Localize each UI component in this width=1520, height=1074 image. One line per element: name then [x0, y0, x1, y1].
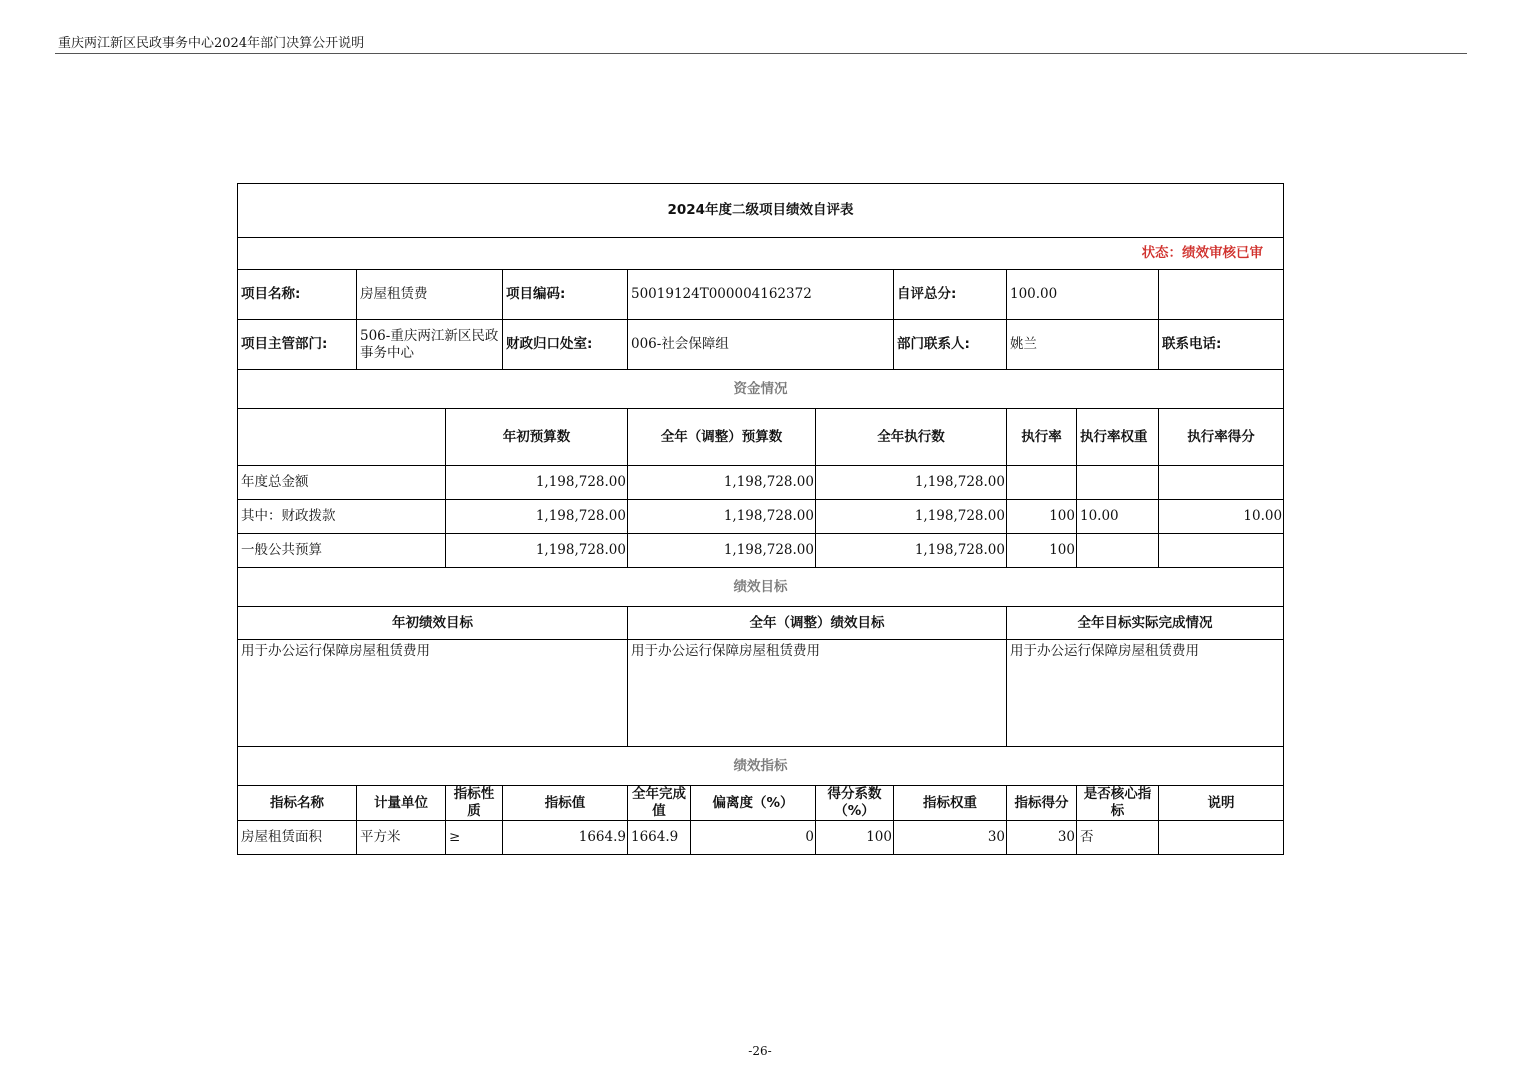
funds-header-blank	[238, 409, 446, 466]
project-code: 50019124T000004162372	[628, 270, 894, 320]
funds-header-initial: 年初预算数	[446, 409, 628, 466]
funds-row-initial: 1,198,728.00	[446, 500, 628, 534]
ind-row-note	[1159, 821, 1284, 855]
ind-header-deviation: 偏离度（%）	[691, 786, 816, 821]
funds-row-name: 一般公共预算	[238, 534, 446, 568]
goal-initial-text: 用于办公运行保障房屋租赁费用	[238, 640, 628, 747]
indicators-section-title: 绩效指标	[238, 747, 1284, 786]
ind-header-note: 说明	[1159, 786, 1284, 821]
goal-adjusted-text: 用于办公运行保障房屋租赁费用	[628, 640, 1007, 747]
status-badge: 状态：绩效审核已审	[238, 238, 1284, 270]
project-name-label: 项目名称:	[238, 270, 357, 320]
empty-cell	[1159, 270, 1284, 320]
funds-row-weight: 10.00	[1077, 500, 1159, 534]
ind-header-name: 指标名称	[238, 786, 357, 821]
ind-header-target: 指标值	[503, 786, 628, 821]
contact-name: 姚兰	[1007, 320, 1159, 370]
goals-section-title: 绩效目标	[238, 568, 1284, 607]
ind-row-score: 30	[1007, 821, 1077, 855]
table-row	[238, 466, 1284, 500]
ind-row-target: 1664.9	[503, 821, 628, 855]
table-row	[238, 821, 1284, 855]
ind-header-nature: 指标性质	[446, 786, 503, 821]
funds-row-adjusted: 1,198,728.00	[628, 500, 816, 534]
dept-label: 项目主管部门:	[238, 320, 357, 370]
page-number: -26-	[748, 1044, 772, 1058]
self-score: 100.00	[1007, 270, 1159, 320]
goal-actual-text: 用于办公运行保障房屋租赁费用	[1007, 640, 1284, 747]
funds-row-rate: 100	[1007, 534, 1077, 568]
funds-section-title: 资金情况	[238, 370, 1284, 409]
form-title: 2024年度二级项目绩效自评表	[238, 184, 1284, 238]
funds-row-score	[1159, 534, 1284, 568]
ind-row-core: 否	[1077, 821, 1159, 855]
funds-row-name: 年度总金额	[238, 466, 446, 500]
goals-header-initial: 年初绩效目标	[238, 607, 628, 640]
funds-row-adjusted: 1,198,728.00	[628, 534, 816, 568]
funds-row-executed: 1,198,728.00	[816, 466, 1007, 500]
funds-row-initial: 1,198,728.00	[446, 466, 628, 500]
dept-name: 506-重庆两江新区民政事务中心	[357, 320, 503, 370]
finance-office: 006-社会保障组	[628, 320, 894, 370]
project-name: 房屋租赁费	[357, 270, 503, 320]
ind-row-coef: 100	[816, 821, 894, 855]
funds-row-score: 10.00	[1159, 500, 1284, 534]
header-rule	[55, 53, 1467, 54]
funds-row-weight	[1077, 466, 1159, 500]
contact-label: 部门联系人:	[894, 320, 1007, 370]
ind-row-weight: 30	[894, 821, 1007, 855]
funds-header-executed: 全年执行数	[816, 409, 1007, 466]
funds-header-rate: 执行率	[1007, 409, 1077, 466]
funds-row-weight	[1077, 534, 1159, 568]
ind-row-actual: 1664.9	[628, 821, 691, 855]
funds-header-adjusted: 全年（调整）预算数	[628, 409, 816, 466]
funds-row-executed: 1,198,728.00	[816, 500, 1007, 534]
goals-header-adjusted: 全年（调整）绩效目标	[628, 607, 1007, 640]
funds-row-executed: 1,198,728.00	[816, 534, 1007, 568]
funds-header-score: 执行率得分	[1159, 409, 1284, 466]
ind-row-name: 房屋租赁面积	[238, 821, 357, 855]
project-code-label: 项目编码:	[503, 270, 628, 320]
phone-label: 联系电话:	[1159, 320, 1284, 370]
finance-office-label: 财政归口处室:	[503, 320, 628, 370]
funds-row-score	[1159, 466, 1284, 500]
ind-row-deviation: 0	[691, 821, 816, 855]
ind-header-coef: 得分系数（%）	[816, 786, 894, 821]
ind-row-unit: 平方米	[357, 821, 446, 855]
funds-row-initial: 1,198,728.00	[446, 534, 628, 568]
ind-header-weight: 指标权重	[894, 786, 1007, 821]
funds-row-rate: 100	[1007, 500, 1077, 534]
ind-row-nature: ≥	[446, 821, 503, 855]
ind-header-actual: 全年完成值	[628, 786, 691, 821]
performance-evaluation-form	[237, 183, 1284, 855]
page-header: 重庆两江新区民政事务中心2024年部门决算公开说明	[58, 36, 365, 51]
funds-row-name: 其中：财政拨款	[238, 500, 446, 534]
ind-header-score: 指标得分	[1007, 786, 1077, 821]
ind-header-core: 是否核心指标	[1077, 786, 1159, 821]
table-row	[238, 500, 1284, 534]
funds-row-rate	[1007, 466, 1077, 500]
funds-row-adjusted: 1,198,728.00	[628, 466, 816, 500]
table-row	[238, 534, 1284, 568]
funds-header-weight: 执行率权重	[1077, 409, 1159, 466]
goals-header-actual: 全年目标实际完成情况	[1007, 607, 1284, 640]
ind-header-unit: 计量单位	[357, 786, 446, 821]
self-score-label: 自评总分:	[894, 270, 1007, 320]
